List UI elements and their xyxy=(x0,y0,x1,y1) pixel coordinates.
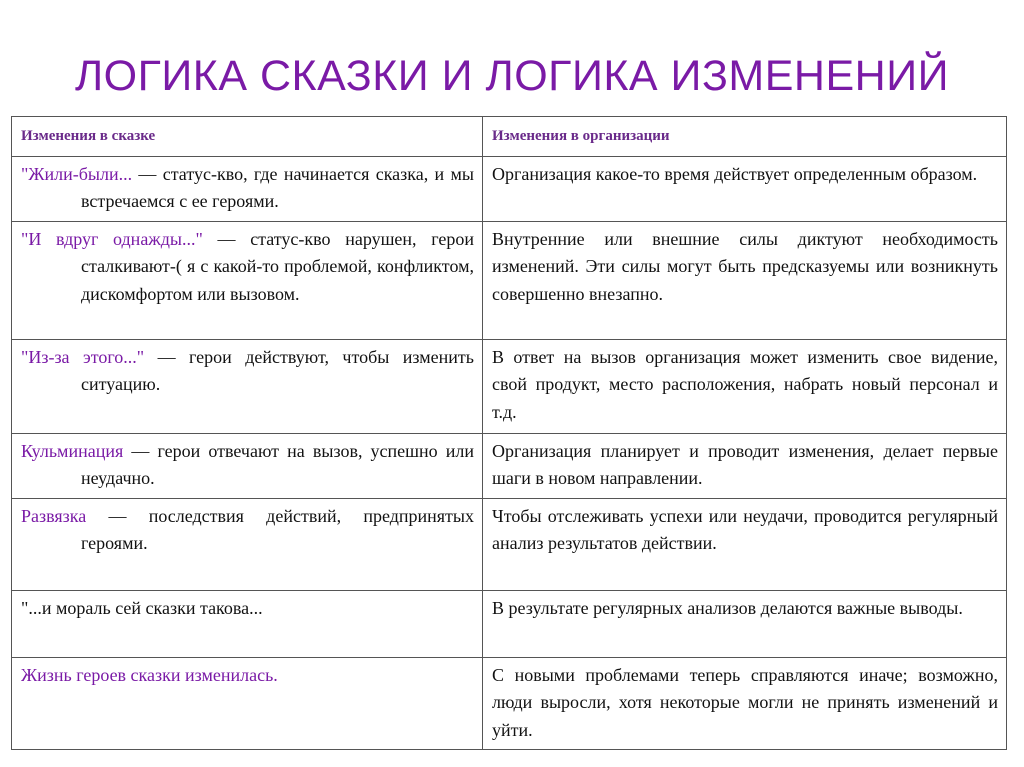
organization-cell: Чтобы отслеживать успехи или неудачи, проводится регулярный анализ результатов действии. xyxy=(483,498,1007,590)
table-row xyxy=(12,433,1007,498)
table-header-row xyxy=(12,117,1007,157)
tale-cell xyxy=(12,657,483,750)
organization-cell: С новыми проблемами теперь справляются иначе; возможно, люди выросли, хотя некоторые могли не принять изменений и уйти. xyxy=(483,657,1007,750)
tale-cell xyxy=(12,590,483,657)
tale-text: статус-кво нарушен, герои сталкивают-( я с какой-то проблемой, конфликтом, дискомфортом или вызовом. xyxy=(81,228,474,304)
table-row xyxy=(12,156,1007,221)
organization-cell: Внутренние или внешние силы диктуют необходимость изменений. Эти силы могут быть предсказуемы или возникнуть совершенно внезапно. xyxy=(483,221,1007,339)
header-fairy-tale-changes: Изменения в сказке xyxy=(12,117,483,157)
organization-cell: Организация какое-то время действует определенным образом. xyxy=(483,156,1007,221)
tale-lead: Развязка xyxy=(21,505,87,526)
table-row xyxy=(12,657,1007,750)
tale-text: герои отвечают на вызов, успешно или неудачно. xyxy=(81,440,475,488)
organization-cell: Организация планирует и проводит изменения, делает первые шаги в новом направлении. xyxy=(483,433,1007,498)
comparison-table xyxy=(11,116,1007,750)
organization-cell: В результате регулярных анализов делаются важные выводы. xyxy=(483,590,1007,657)
table-row xyxy=(12,339,1007,433)
tale-cell: Кульминация — герои отвечают на вызов, успешно или неудачно. xyxy=(12,433,483,498)
tale-lead: Кульминация xyxy=(21,440,124,461)
organization-cell: В ответ на вызов организация может изменить свое видение, свой продукт, место расположения, набрать новый персонал и т.д. xyxy=(483,339,1007,433)
table-row xyxy=(12,221,1007,339)
tale-text: статус-кво, где начинается сказка, и мы встречаемся с ее героями. xyxy=(81,163,474,211)
tale-cell: "Жили-были... — статус-кво, где начинается сказка, и мы встречаемся с ее героями. xyxy=(12,156,483,221)
tale-text: герои действуют, чтобы изменить ситуацию. xyxy=(81,346,475,394)
tale-lead: "...и мораль сей сказки такова... xyxy=(21,597,263,618)
tale-lead: Жизнь героев сказки изменилась. xyxy=(21,664,278,685)
slide-title: ЛОГИКА СКАЗКИ И ЛОГИКА ИЗМЕНЕНИЙ xyxy=(74,52,950,100)
tale-text: последствия действий, предпринятых героями. xyxy=(81,505,475,553)
tale-lead: "Жили-были... xyxy=(21,163,139,184)
tale-lead: "И вдруг однажды..." xyxy=(21,228,203,249)
tale-lead: "Из-за этого..." xyxy=(21,346,145,367)
header-organization-changes: Изменения в организации xyxy=(483,117,1007,157)
table-row xyxy=(12,498,1007,590)
tale-cell: "Из-за этого..." — герои действуют, чтобы изменить ситуацию. xyxy=(12,339,483,433)
tale-cell: "И вдруг однажды..." — статус-кво нарушен, герои сталкивают-( я с какой-то проблемой, конфликтом, дискомфортом или вызовом. xyxy=(12,221,483,339)
table-row xyxy=(12,590,1007,657)
tale-cell: Развязка — последствия действий, предпринятых героями. xyxy=(12,498,483,590)
